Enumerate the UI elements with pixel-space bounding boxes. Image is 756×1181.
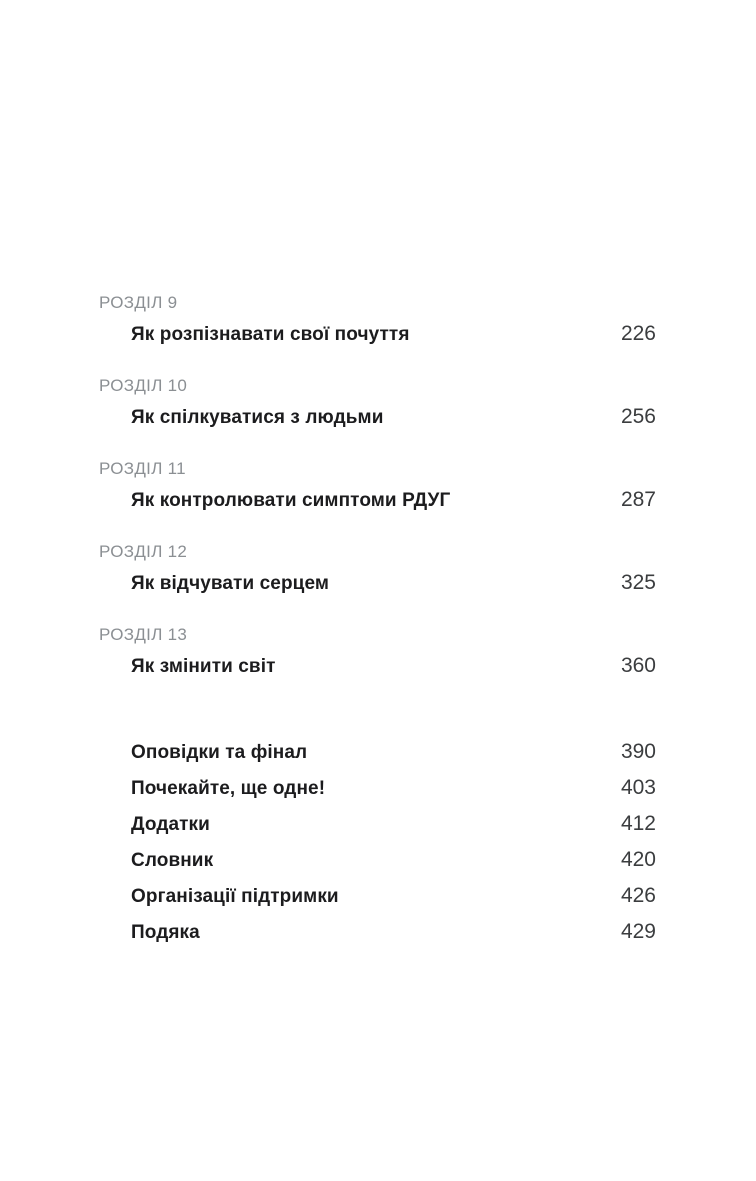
back-matter-page-number: 412 [620,812,656,835]
chapter-title: Як розпізнавати свої почуття [131,324,410,345]
back-matter-page-number: 390 [620,740,656,763]
toc-chapter-entry [99,459,656,513]
chapter-label: РОЗДІЛ 11 [99,459,186,478]
chapter-label: РОЗДІЛ 9 [99,293,178,312]
chapter-page-number: 360 [620,654,656,677]
toc-chapter-entry [99,376,656,430]
chapter-title: Як спілкуватися з людьми [131,407,384,428]
chapter-page-number: 226 [620,322,656,345]
back-matter-entry [99,776,656,801]
back-matter-entry [99,884,656,909]
back-matter-entry [99,920,656,945]
chapter-page-number: 325 [620,571,656,594]
chapter-title: Як змінити світ [131,656,276,677]
back-matter-entry [99,812,656,837]
chapter-label: РОЗДІЛ 12 [99,542,188,561]
chapter-label: РОЗДІЛ 10 [99,376,188,395]
chapter-label: РОЗДІЛ 13 [99,625,188,644]
chapter-title: Як контролювати симптоми РДУГ [131,490,451,511]
back-matter-title: Додатки [131,814,210,835]
back-matter-title: Подяка [131,922,200,943]
chapter-page-number: 287 [620,488,656,511]
toc-chapter-entry [99,542,656,596]
chapter-page-number: 256 [620,405,656,428]
toc-chapter-entry [99,293,656,347]
chapter-title: Як відчувати серцем [131,573,330,594]
back-matter-entry [99,740,656,765]
toc-chapter-entry [99,625,656,679]
back-matter-title: Почекайте, ще одне! [131,778,326,799]
back-matter-page-number: 426 [620,884,656,907]
back-matter-title: Оповідки та фінал [131,742,308,763]
back-matter-title: Словник [131,850,214,871]
back-matter-page-number: 403 [620,776,656,799]
back-matter-page-number: 429 [620,920,656,943]
back-matter-title: Організації підтримки [131,886,339,907]
back-matter-entry [99,848,656,873]
back-matter-list [99,740,656,945]
back-matter-page-number: 420 [620,848,656,871]
table-of-contents [99,293,656,956]
